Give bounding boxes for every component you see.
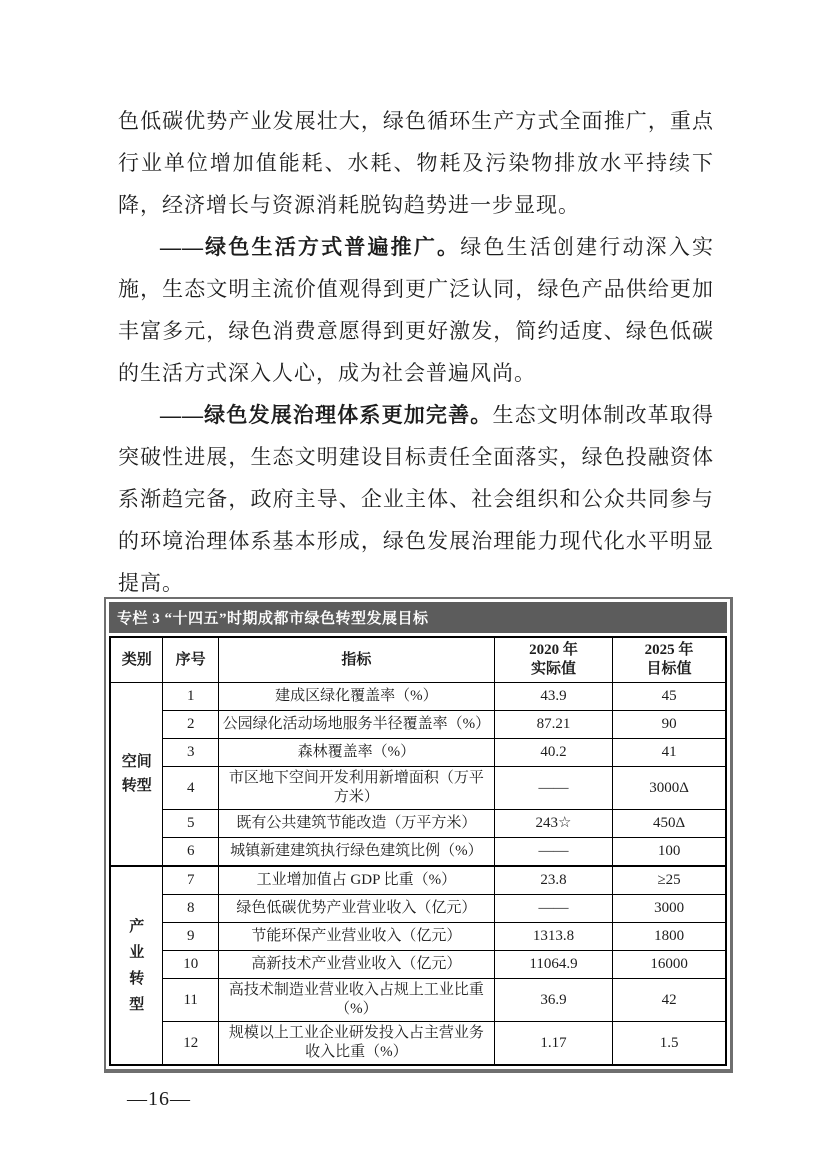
value-2020: 87.21 — [494, 711, 612, 739]
value-2025: 45 — [613, 683, 726, 711]
paragraph-1-text: 色低碳优势产业发展壮大，绿色循环生产方式全面推广，重点行业单位增加值能耗、水耗、物耗及污染物排放水平持续下降，经济增长与资源消耗脱钩趋势进一步显现。 — [118, 109, 714, 217]
table-row — [110, 1022, 726, 1066]
value-2020: 243☆ — [494, 810, 612, 838]
table-row — [110, 951, 726, 979]
value-2025: 1800 — [613, 923, 726, 951]
table-row — [110, 739, 726, 767]
value-2020: 43.9 — [494, 683, 612, 711]
category-cell-spatial — [110, 683, 163, 867]
targets-table — [109, 636, 727, 1066]
value-2020: —— — [494, 895, 612, 923]
table-row — [110, 767, 726, 810]
row-index: 11 — [163, 979, 218, 1022]
value-2020: 11064.9 — [494, 951, 612, 979]
row-index: 8 — [163, 895, 218, 923]
highlight-panel — [104, 597, 733, 1073]
value-2025: 90 — [613, 711, 726, 739]
paragraph-2-lead: ——绿色生活方式普遍推广。 — [160, 235, 461, 259]
indicator-cell: 城镇新建建筑执行绿色建筑比例（%） — [218, 838, 494, 867]
indicator-cell: 节能环保产业营业收入（亿元） — [218, 923, 494, 951]
table-header — [110, 637, 726, 683]
table-row — [110, 923, 726, 951]
value-2020: 23.8 — [494, 866, 612, 895]
header-2020 — [494, 637, 612, 683]
value-2020: 1.17 — [494, 1022, 612, 1066]
indicator-cell: 高新技术产业营业收入（亿元） — [218, 951, 494, 979]
header-indicator: 指标 — [218, 637, 494, 683]
value-2020: 36.9 — [494, 979, 612, 1022]
row-index: 3 — [163, 739, 218, 767]
value-2020: 40.2 — [494, 739, 612, 767]
header-row — [110, 637, 726, 683]
indicator-cell: 规模以上工业企业研发投入占主营业务收入比重（%） — [218, 1022, 494, 1066]
header-2020-line1: 2020 年 — [529, 642, 578, 658]
section-spatial — [110, 683, 726, 867]
table-row — [110, 838, 726, 867]
table-row — [110, 979, 726, 1022]
value-2020: 1313.8 — [494, 923, 612, 951]
value-2025: 42 — [613, 979, 726, 1022]
table-row — [110, 711, 726, 739]
row-index: 6 — [163, 838, 218, 867]
table-row — [110, 895, 726, 923]
table-row — [110, 683, 726, 711]
row-index: 1 — [163, 683, 218, 711]
table-row — [110, 810, 726, 838]
value-2025: 450Δ — [613, 810, 726, 838]
header-2025-line1: 2025 年 — [644, 642, 694, 658]
value-2025: 16000 — [613, 951, 726, 979]
row-index: 5 — [163, 810, 218, 838]
value-2020: —— — [494, 838, 612, 867]
indicator-cell: 森林覆盖率（%） — [218, 739, 494, 767]
section-industry — [110, 866, 726, 1065]
paragraph-2 — [118, 226, 714, 394]
panel-title: 专栏 3 “十四五”时期成都市绿色转型发展目标 — [109, 602, 727, 633]
value-2025: 3000 — [613, 895, 726, 923]
header-2020-line2: 实际值 — [530, 661, 576, 677]
value-2025: 41 — [613, 739, 726, 767]
row-index: 10 — [163, 951, 218, 979]
body-text — [118, 100, 714, 604]
indicator-cell: 市区地下空间开发利用新增面积（万平方米） — [218, 767, 494, 810]
row-index: 12 — [163, 1022, 218, 1066]
header-category: 类别 — [110, 637, 163, 683]
header-index: 序号 — [163, 637, 218, 683]
indicator-cell: 建成区绿化覆盖率（%） — [218, 683, 494, 711]
value-2025: ≥25 — [613, 866, 726, 895]
category-cell-industry — [110, 866, 163, 1065]
value-2025: 1.5 — [613, 1022, 726, 1066]
indicator-cell: 高技术制造业营业收入占规上工业比重（%） — [218, 979, 494, 1022]
row-index: 4 — [163, 767, 218, 810]
indicator-cell: 工业增加值占 GDP 比重（%） — [218, 866, 494, 895]
paragraph-1 — [118, 100, 714, 226]
category-label: 空间转型 — [121, 754, 152, 794]
indicator-cell: 公园绿化活动场地服务半径覆盖率（%） — [218, 711, 494, 739]
indicator-cell: 绿色低碳优势产业营业收入（亿元） — [218, 895, 494, 923]
paragraph-2-text: 绿色生活创建行动深入实施，生态文明主流价值观得到更广泛认同，绿色产品供给更加丰富多元，绿色消费意愿得到更好激发，简约适度、绿色低碳的生活方式深入人心，成为社会普遍风尚。 — [118, 235, 715, 385]
category-label: 产业转型 — [129, 918, 145, 1013]
indicator-cell: 既有公共建筑节能改造（万平方米） — [218, 810, 494, 838]
table-row — [110, 866, 726, 895]
value-2020: —— — [494, 767, 612, 810]
row-index: 2 — [163, 711, 218, 739]
value-2025: 3000Δ — [613, 767, 726, 810]
row-index: 7 — [163, 866, 218, 895]
header-2025 — [613, 637, 726, 683]
paragraph-3-text: 生态文明体制改革取得突破性进展，生态文明建设目标责任全面落实，绿色投融资体系渐趋完备，政府主导、企业主体、社会组织和公众共同参与的环境治理体系基本形成，绿色发展治理能力现代化水平明显提高。 — [118, 403, 715, 595]
page-number: —16— — [127, 1088, 191, 1110]
value-2025: 100 — [613, 838, 726, 867]
paragraph-3 — [118, 394, 714, 604]
row-index: 9 — [163, 923, 218, 951]
header-2025-line2: 目标值 — [646, 661, 692, 677]
paragraph-3-lead: ——绿色发展治理体系更加完善。 — [160, 403, 493, 427]
